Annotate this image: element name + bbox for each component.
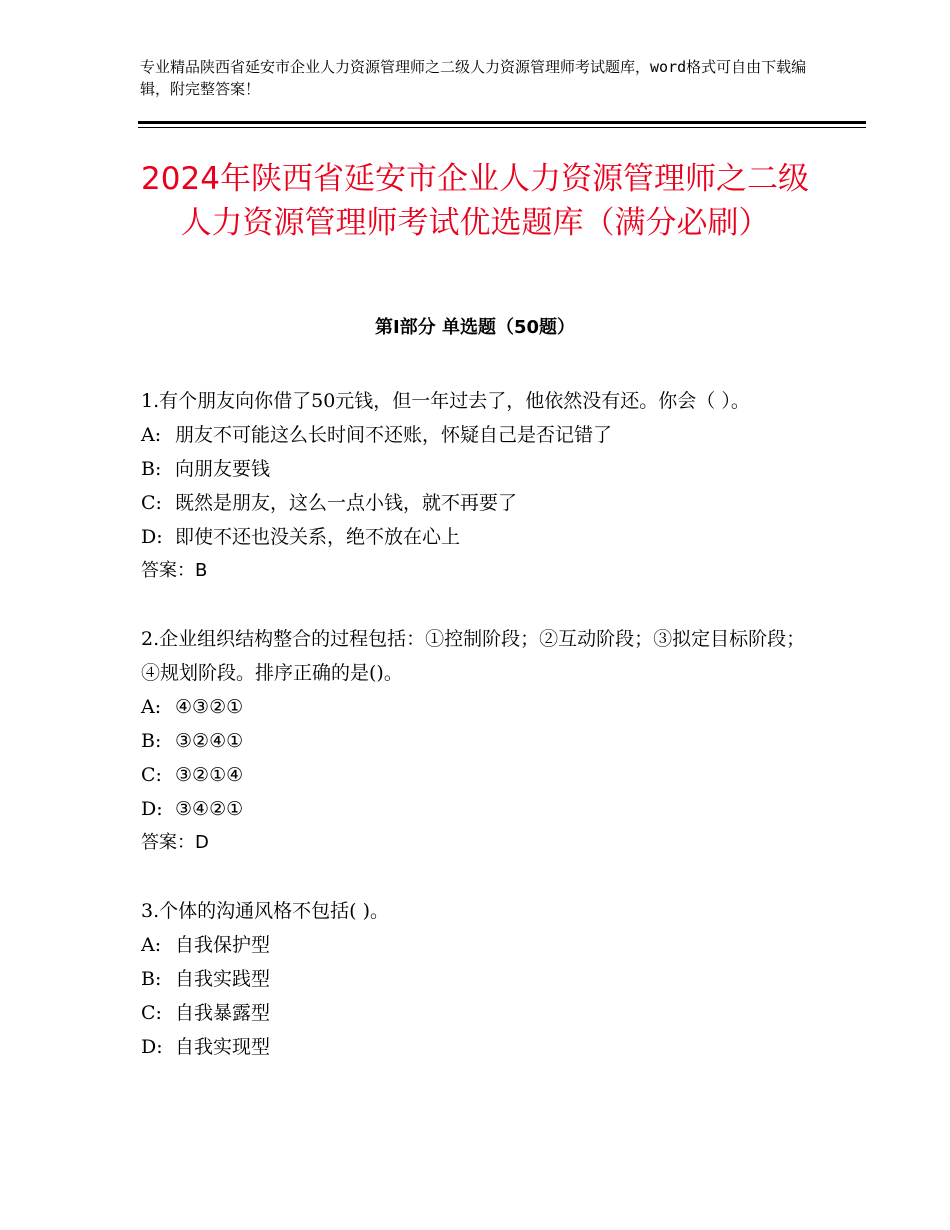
option-c (141, 758, 821, 792)
option-b (141, 962, 821, 996)
option-a (141, 928, 821, 962)
option-text: 自我实现型 (175, 1036, 271, 1058)
question-text: 3.个体的沟通风格不包括( )。 (141, 900, 389, 922)
answer-line (141, 826, 821, 860)
option-b (141, 724, 821, 758)
option-letter: B: (141, 730, 162, 752)
question-text: 1.有个朋友向你借了50元钱，但一年过去了，他依然没有还。你会（ ）。 (141, 390, 750, 412)
option-letter: A: (141, 934, 162, 956)
option-letter: A: (141, 424, 162, 446)
header-note: 专业精品陕西省延安市企业人力资源管理师之二级人力资源管理师考试题库，word格式可自由下载编辑，附完整答案！ (140, 58, 807, 98)
answer-value: D (195, 832, 209, 853)
option-letter: B: (141, 458, 162, 480)
option-c (141, 996, 821, 1030)
option-text: 即使不还也没关系，绝不放在心上 (175, 526, 461, 548)
option-b (141, 452, 821, 486)
question-3 (141, 894, 821, 1064)
option-text: 向朋友要钱 (175, 458, 271, 480)
option-letter: C: (141, 1002, 162, 1024)
section-title: 第Ⅰ部分 单选题（50题） (374, 317, 575, 338)
option-text: 既然是朋友，这么一点小钱，就不再要了 (175, 492, 518, 514)
answer-line (141, 554, 821, 588)
option-letter: D: (141, 798, 163, 820)
option-a (141, 690, 821, 724)
option-text: 自我保护型 (175, 934, 271, 956)
document-title: 2024年陕西省延安市企业人力资源管理师之二级人力资源管理师考试优选题库（满分必刷） (141, 161, 809, 241)
answer-value: B (195, 560, 208, 581)
option-a (141, 418, 821, 452)
header-divider-thick (138, 121, 866, 124)
question-text: 2.企业组织结构整合的过程包括：①控制阶段；②互动阶段；③拟定目标阶段；④规划阶段。排序正确的是()。 (141, 628, 806, 684)
header-divider-thin (138, 127, 866, 128)
option-text: ③②①④ (175, 764, 244, 786)
option-text: ③②④① (175, 730, 244, 752)
option-text: 自我实践型 (175, 968, 271, 990)
option-letter: C: (141, 764, 162, 786)
question-2 (141, 622, 821, 860)
option-letter: A: (141, 696, 162, 718)
option-text: 自我暴露型 (175, 1002, 271, 1024)
option-letter: C: (141, 492, 162, 514)
option-c (141, 486, 821, 520)
answer-label: 答案： (141, 560, 195, 581)
option-d (141, 792, 821, 826)
answer-label: 答案： (141, 832, 195, 853)
option-letter: B: (141, 968, 162, 990)
option-text: 朋友不可能这么长时间不还账，怀疑自己是否记错了 (175, 424, 613, 446)
option-d (141, 520, 821, 554)
option-letter: D: (141, 526, 163, 548)
option-text: ③④②① (175, 798, 244, 820)
question-list (141, 384, 821, 1098)
option-letter: D: (141, 1036, 163, 1058)
option-text: ④③②① (175, 696, 244, 718)
option-d (141, 1030, 821, 1064)
question-1 (141, 384, 821, 588)
